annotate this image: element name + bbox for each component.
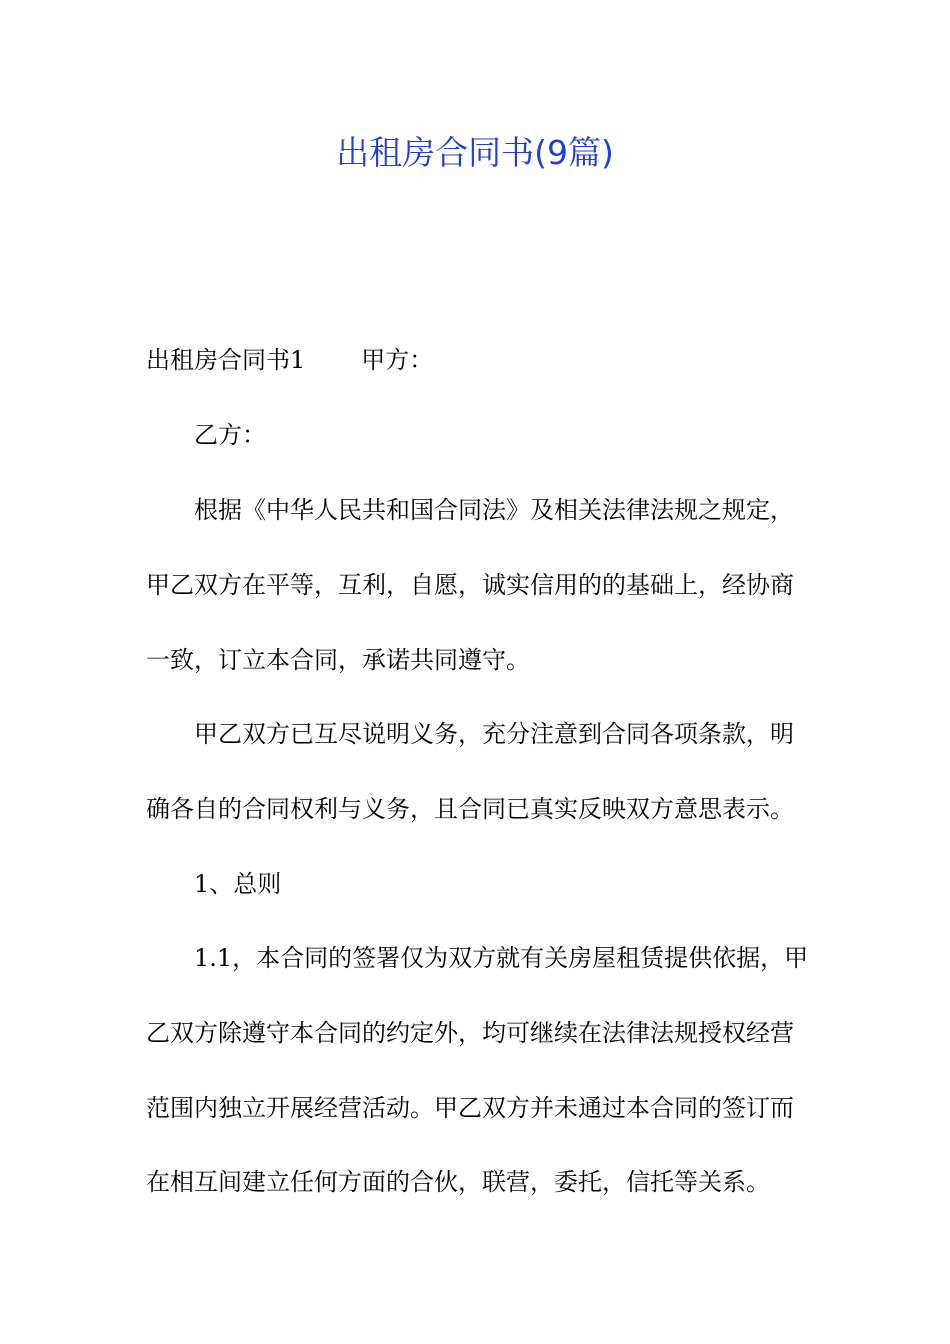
contract-heading: 出租房合同书1 xyxy=(146,346,306,374)
paragraph-line: 一致，订立本合同，承诺共同遵守。 xyxy=(146,646,530,674)
paragraph-line: 在相互间建立任何方面的合伙，联营，委托，信托等关系。 xyxy=(146,1168,770,1196)
document-title: 出租房合同书(9篇) xyxy=(336,133,614,172)
paragraph-line: 乙双方除遵守本合同的约定外，均可继续在法律法规授权经营 xyxy=(146,1019,794,1047)
paragraph-line: 1.1，本合同的签署仅为双方就有关房屋租赁提供依据，甲 xyxy=(194,944,809,972)
contract-heading-line xyxy=(146,342,806,378)
paragraph-line: 甲乙双方已互尽说明义务，充分注意到合同各项条款，明 xyxy=(194,720,794,748)
section-heading: 1、总则 xyxy=(194,870,282,898)
paragraph-line: 根据《中华人民共和国合同法》及相关法律法规之规定， xyxy=(194,496,794,524)
party-a-label: 甲方： xyxy=(361,346,434,374)
paragraph-line: 甲乙双方在平等，互利，自愿，诚实信用的的基础上，经协商 xyxy=(146,571,794,599)
paragraph-line: 范围内独立开展经营活动。甲乙双方并未通过本合同的签订而 xyxy=(146,1094,794,1122)
paragraph-line: 确各自的合同权利与义务，且合同已真实反映双方意思表示。 xyxy=(146,795,794,823)
party-b-label: 乙方： xyxy=(194,421,266,449)
